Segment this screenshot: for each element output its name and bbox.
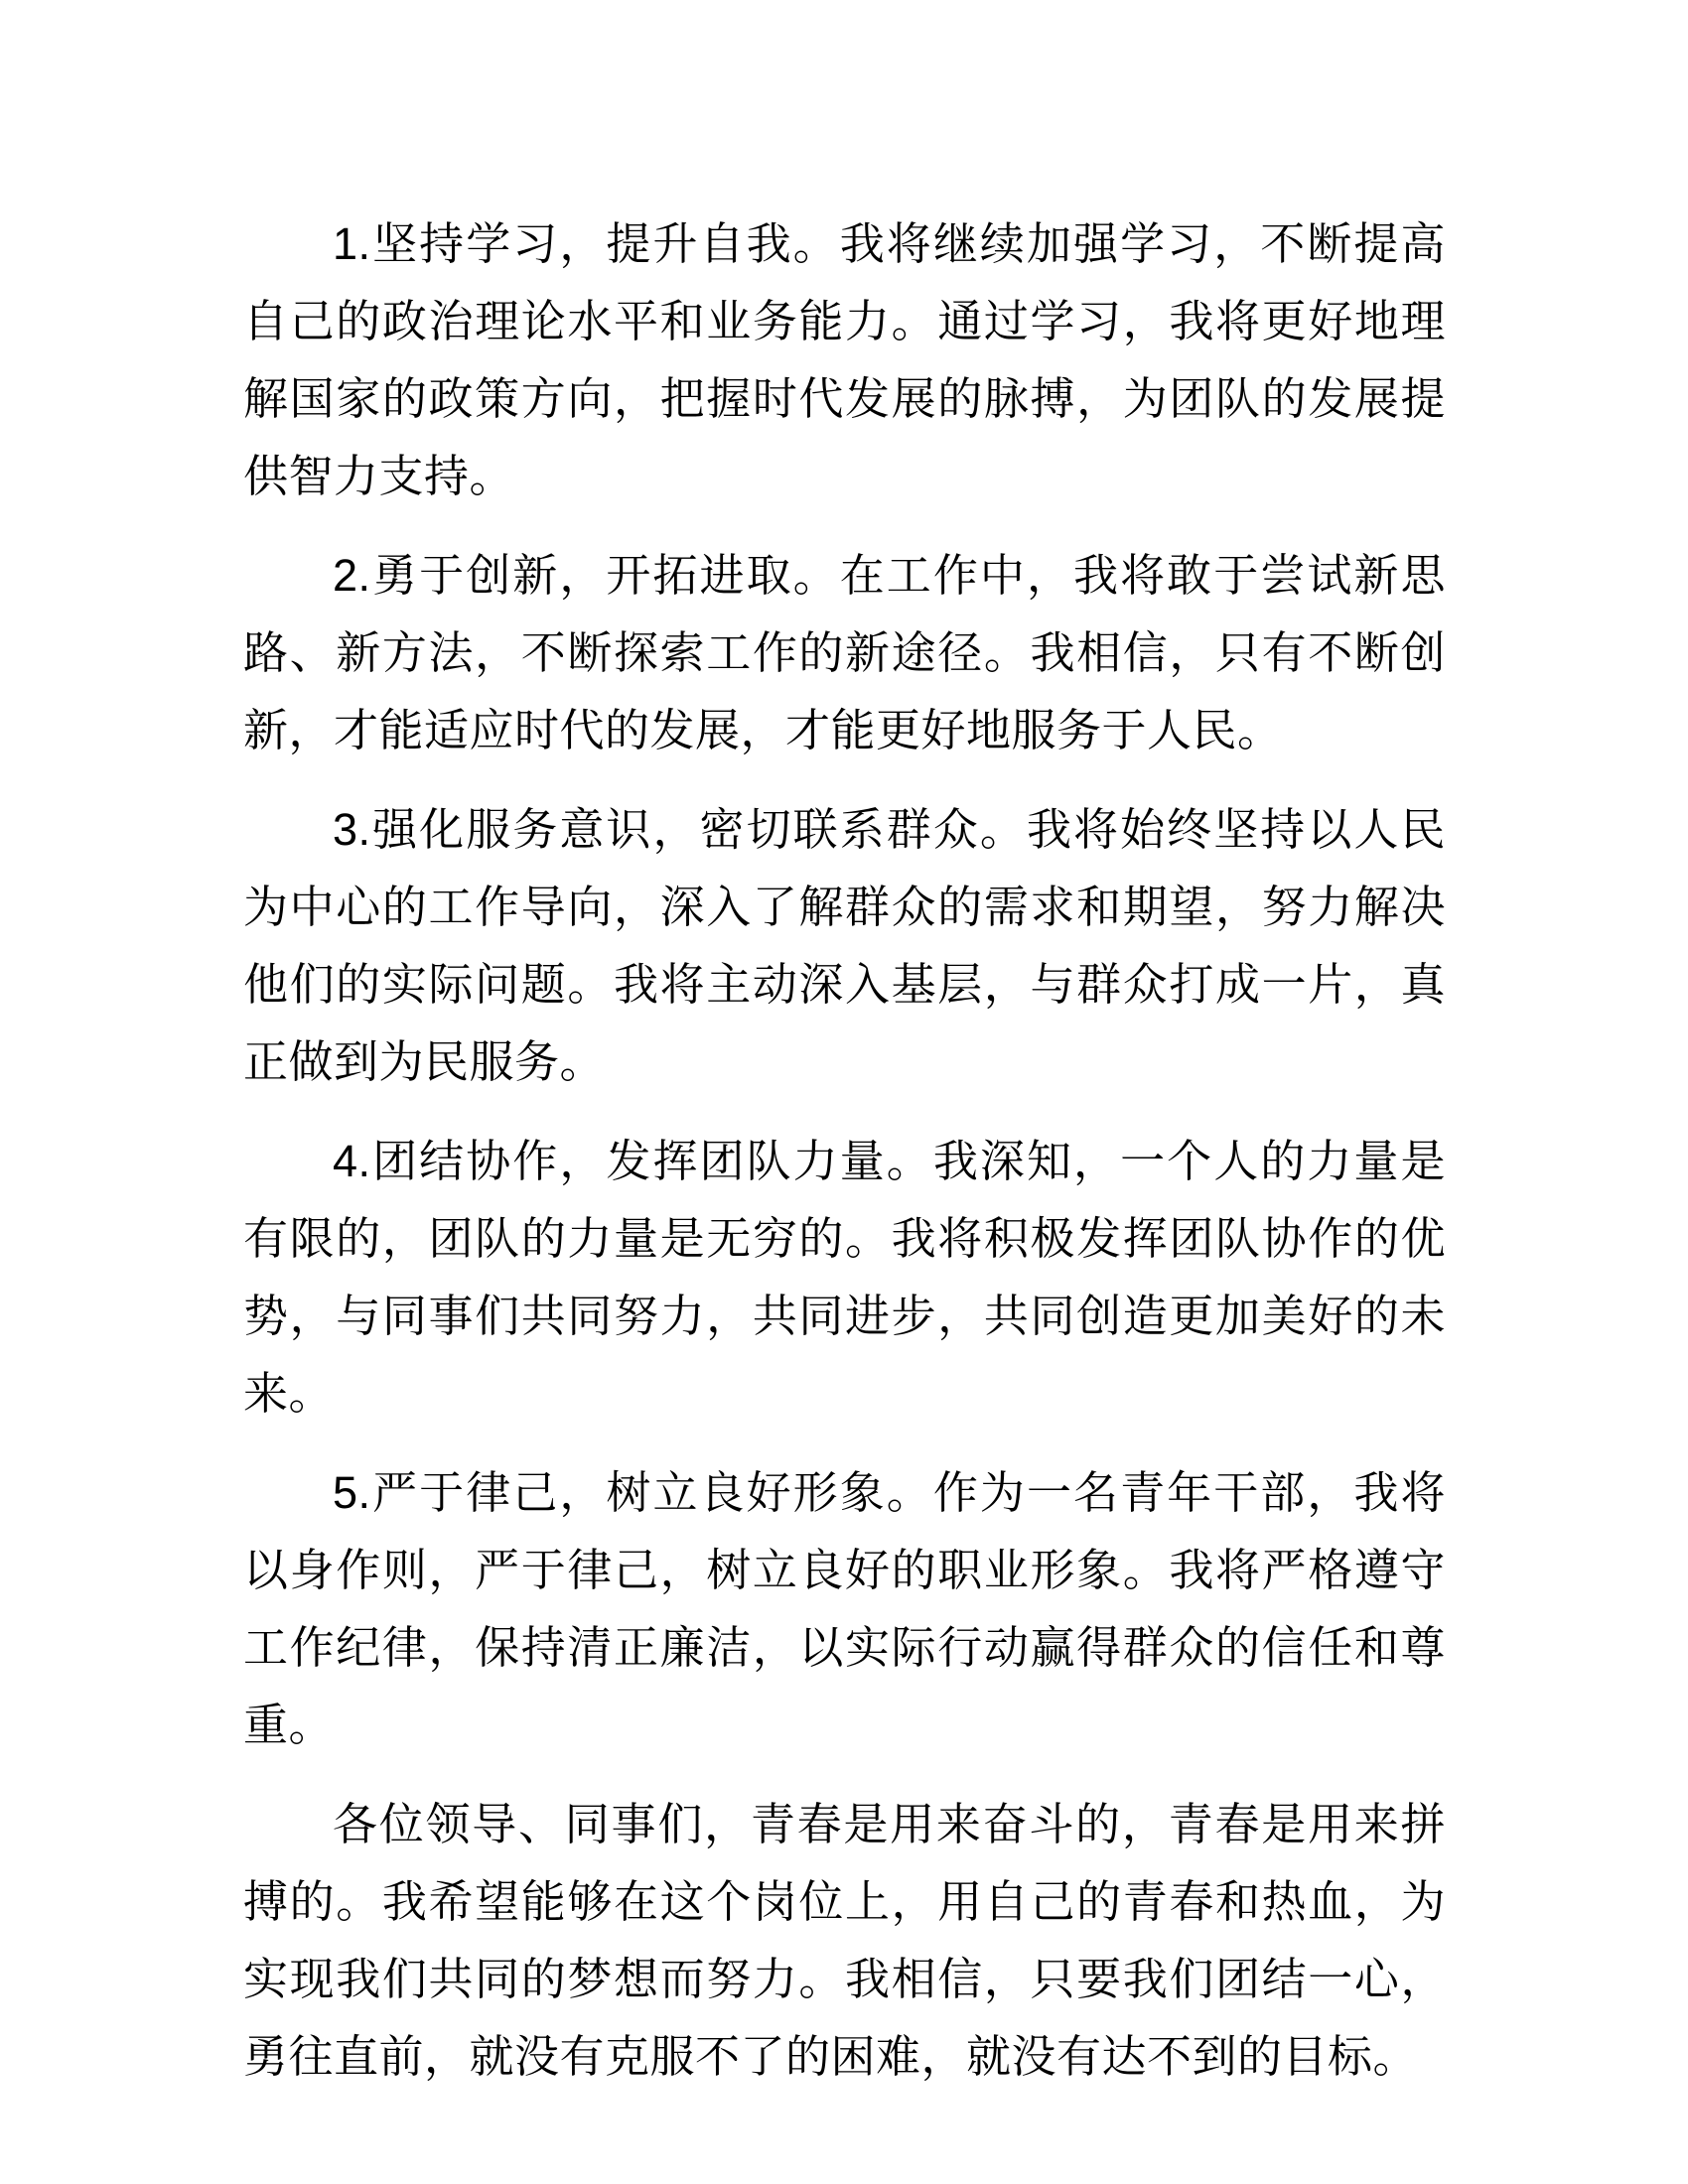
paragraph: 3.强化服务意识，密切联系群众。我将始终坚持以人民为中心的工作导向，深入了解群众的需求和期望，努力解决他们的实际问题。我将主动深入基层，与群众打成一片，真正做到为民服务。 bbox=[243, 804, 1446, 1087]
paragraph: 5.严于律己，树立良好形象。作为一名青年干部，我将以身作则，严于律己，树立良好的职业形象。我将严格遵守工作纪律，保持清正廉洁，以实际行动赢得群众的信任和尊重。 bbox=[243, 1467, 1446, 1750]
paragraph: 各位领导、同事们，青春是用来奋斗的，青春是用来拼搏的。我希望能够在这个岗位上，用自己的青春和热血，为实现我们共同的梦想而努力。我相信，只要我们团结一心，勇往直前，就没有克服不了的困难，就没有达不到的目标。 bbox=[243, 1799, 1446, 2082]
paragraph: 2.勇于创新，开拓进取。在工作中，我将敢于尝试新思路、新方法，不断探索工作的新途径。我相信，只有不断创新，才能适应时代的发展，才能更好地服务于人民。 bbox=[243, 550, 1446, 755]
document-body bbox=[243, 205, 1446, 2096]
paragraph: 1.坚持学习，提升自我。我将继续加强学习，不断提高自己的政治理论水平和业务能力。通过学习，我将更好地理解国家的政策方向，把握时代发展的脉搏，为团队的发展提供智力支持。 bbox=[243, 218, 1446, 501]
paragraph: 4.团结协作，发挥团队力量。我深知，一个人的力量是有限的，团队的力量是无穷的。我将积极发挥团队协作的优势，与同事们共同努力，共同进步，共同创造更加美好的未来。 bbox=[243, 1136, 1446, 1419]
